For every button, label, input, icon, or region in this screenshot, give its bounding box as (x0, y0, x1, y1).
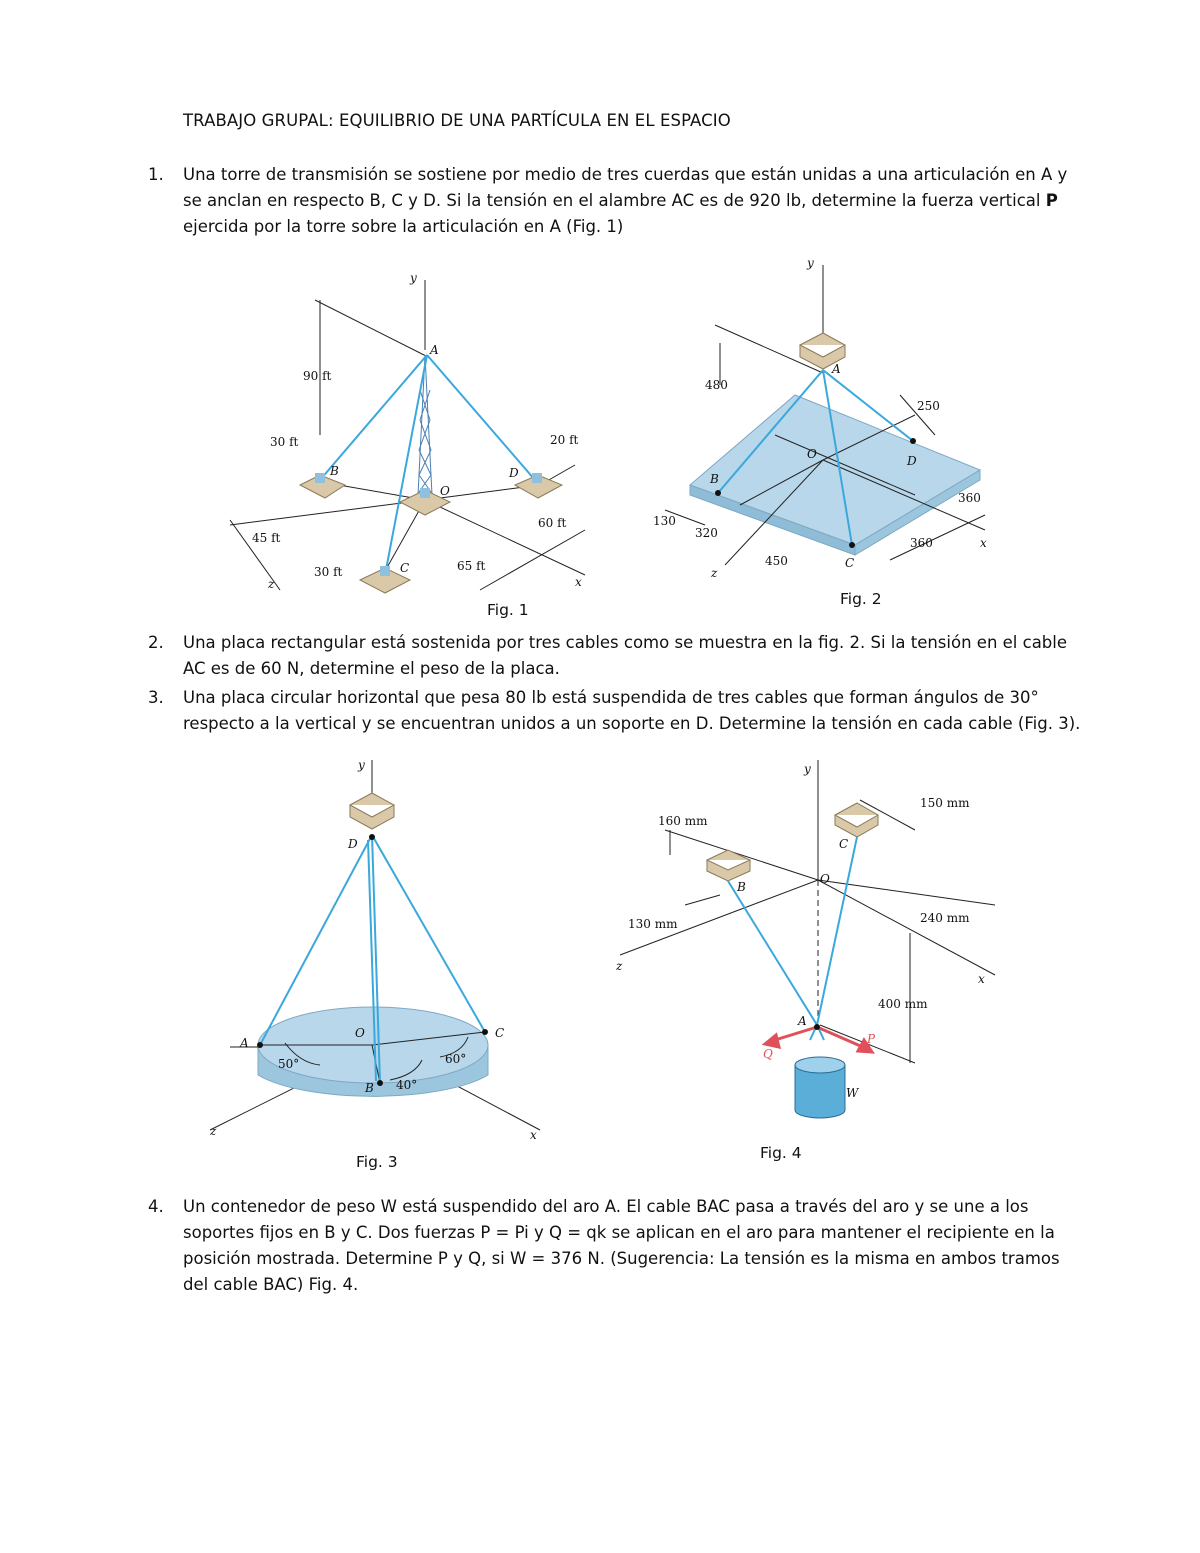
dim-30ft-top: 30 ft (270, 435, 299, 449)
figure-3 (200, 755, 555, 1150)
dim-240mm: 240 mm (920, 911, 970, 925)
label-a: A (832, 362, 841, 376)
dim-400mm: 400 mm (878, 997, 928, 1011)
dim-480: 480 (705, 378, 728, 392)
page-title: TRABAJO GRUPAL: EQUILIBRIO DE UNA PARTÍCULA EN EL ESPACIO (183, 111, 731, 130)
dim-45ft: 45 ft (252, 531, 281, 545)
label-z: z (210, 1124, 217, 1138)
force-symbol-p: P (1045, 191, 1058, 210)
label-x: x (978, 972, 985, 986)
label-x: x (980, 536, 987, 550)
dim-60ft: 60 ft (538, 516, 567, 530)
question-number: 2. (148, 633, 164, 652)
question-number: 4. (148, 1197, 164, 1216)
angle-50: 50° (278, 1057, 300, 1071)
figure-2 (645, 255, 1010, 590)
fig2-caption: Fig. 2 (840, 590, 882, 608)
label-y: y (358, 758, 365, 772)
dim-160mm: 160 mm (658, 814, 708, 828)
label-b: B (330, 464, 339, 478)
dim-150mm: 150 mm (920, 796, 970, 810)
label-d: D (348, 837, 358, 851)
fig3-caption: Fig. 3 (356, 1153, 398, 1171)
dim-320: 320 (695, 526, 718, 540)
label-y: y (807, 256, 814, 270)
label-z: z (268, 577, 275, 591)
label-w: W (846, 1086, 859, 1100)
question-text: Una torre de transmisión se sostiene por medio de tres cuerdas que están unidas a una articulación en A y se anclan en respecto B, C y D. Si la tensión en el alambre AC es de 920 lb, determine la fuerza vertical P ejercida por la torre sobre la articulación en A (Fig. 1) (183, 165, 1068, 236)
label-a: A (798, 1014, 807, 1028)
label-b: B (365, 1081, 374, 1095)
dim-65ft: 65 ft (457, 559, 486, 573)
container (795, 1057, 845, 1118)
question-4 (148, 1194, 1098, 1302)
question-number: 3. (148, 688, 164, 707)
figure-1 (220, 270, 600, 620)
question-text: Una placa circular horizontal que pesa 80 lb está suspendida de tres cables que forman ángulos de 30° respecto a la vertical y se encuentran unidos a un soporte en D. Determine la tensión en cada cable (Fig. 3). (183, 688, 1081, 733)
question-text: Una placa rectangular está sostenida por tres cables como se muestra en la fig. 2. Si la tensión en el cable AC es de 60 N, determine el peso de la placa. (183, 633, 1068, 678)
angle-40: 40° (396, 1078, 418, 1092)
dim-360-right: 360 (958, 491, 981, 505)
dim-360-bottom: 360 (910, 536, 933, 550)
label-b: B (737, 880, 746, 894)
fig1-cables (320, 355, 535, 575)
support (350, 793, 394, 829)
label-o: O (355, 1026, 365, 1040)
anchor-pads (315, 473, 542, 576)
label-c: C (845, 556, 855, 570)
label-z: z (711, 566, 718, 580)
fig1-caption: Fig. 1 (487, 601, 529, 619)
dim-20ft: 20 ft (550, 433, 579, 447)
dim-450: 450 (765, 554, 788, 568)
fig4-caption: Fig. 4 (760, 1144, 802, 1162)
dim-130: 130 (653, 514, 676, 528)
question-1 (148, 162, 1098, 242)
dim-30ft-bottom: 30 ft (314, 565, 343, 579)
angle-60: 60° (445, 1052, 467, 1066)
dim-90ft: 90 ft (303, 369, 332, 383)
label-d: D (907, 454, 917, 468)
label-b: B (710, 472, 719, 486)
label-o: O (440, 484, 450, 498)
label-p: P (867, 1032, 876, 1046)
label-y: y (410, 271, 417, 285)
label-x: x (530, 1128, 537, 1142)
label-q: Q (763, 1047, 773, 1061)
label-d: D (509, 466, 519, 480)
dim-250: 250 (917, 399, 940, 413)
label-o: O (807, 447, 817, 461)
label-c: C (400, 561, 410, 575)
tower (418, 355, 432, 495)
label-c: C (495, 1026, 505, 1040)
label-a: A (430, 343, 439, 357)
figure-4 (610, 755, 1005, 1135)
question-text: Un contenedor de peso W está suspendido del aro A. El cable BAC pasa a través del aro y se une a los soportes fijos en B y C. Dos fuerzas P = Pi y Q = qk se aplican en el aro para mantener el recipiente en la posición mostrada. Determine P y Q, si W = 376 N. (Sugerencia: La tensión es la misma en ambos tramos del cable BAC) Fig. 4. (183, 1197, 1060, 1294)
label-o: O (820, 872, 830, 886)
supports (707, 803, 878, 881)
label-x: x (575, 575, 582, 589)
question-3 (148, 685, 1098, 739)
question-number: 1. (148, 165, 164, 184)
label-c: C (839, 837, 849, 851)
label-y: y (804, 762, 811, 776)
dim-130mm: 130 mm (628, 917, 678, 931)
label-a: A (240, 1036, 249, 1050)
label-z: z (616, 959, 623, 973)
question-2 (148, 630, 1098, 684)
